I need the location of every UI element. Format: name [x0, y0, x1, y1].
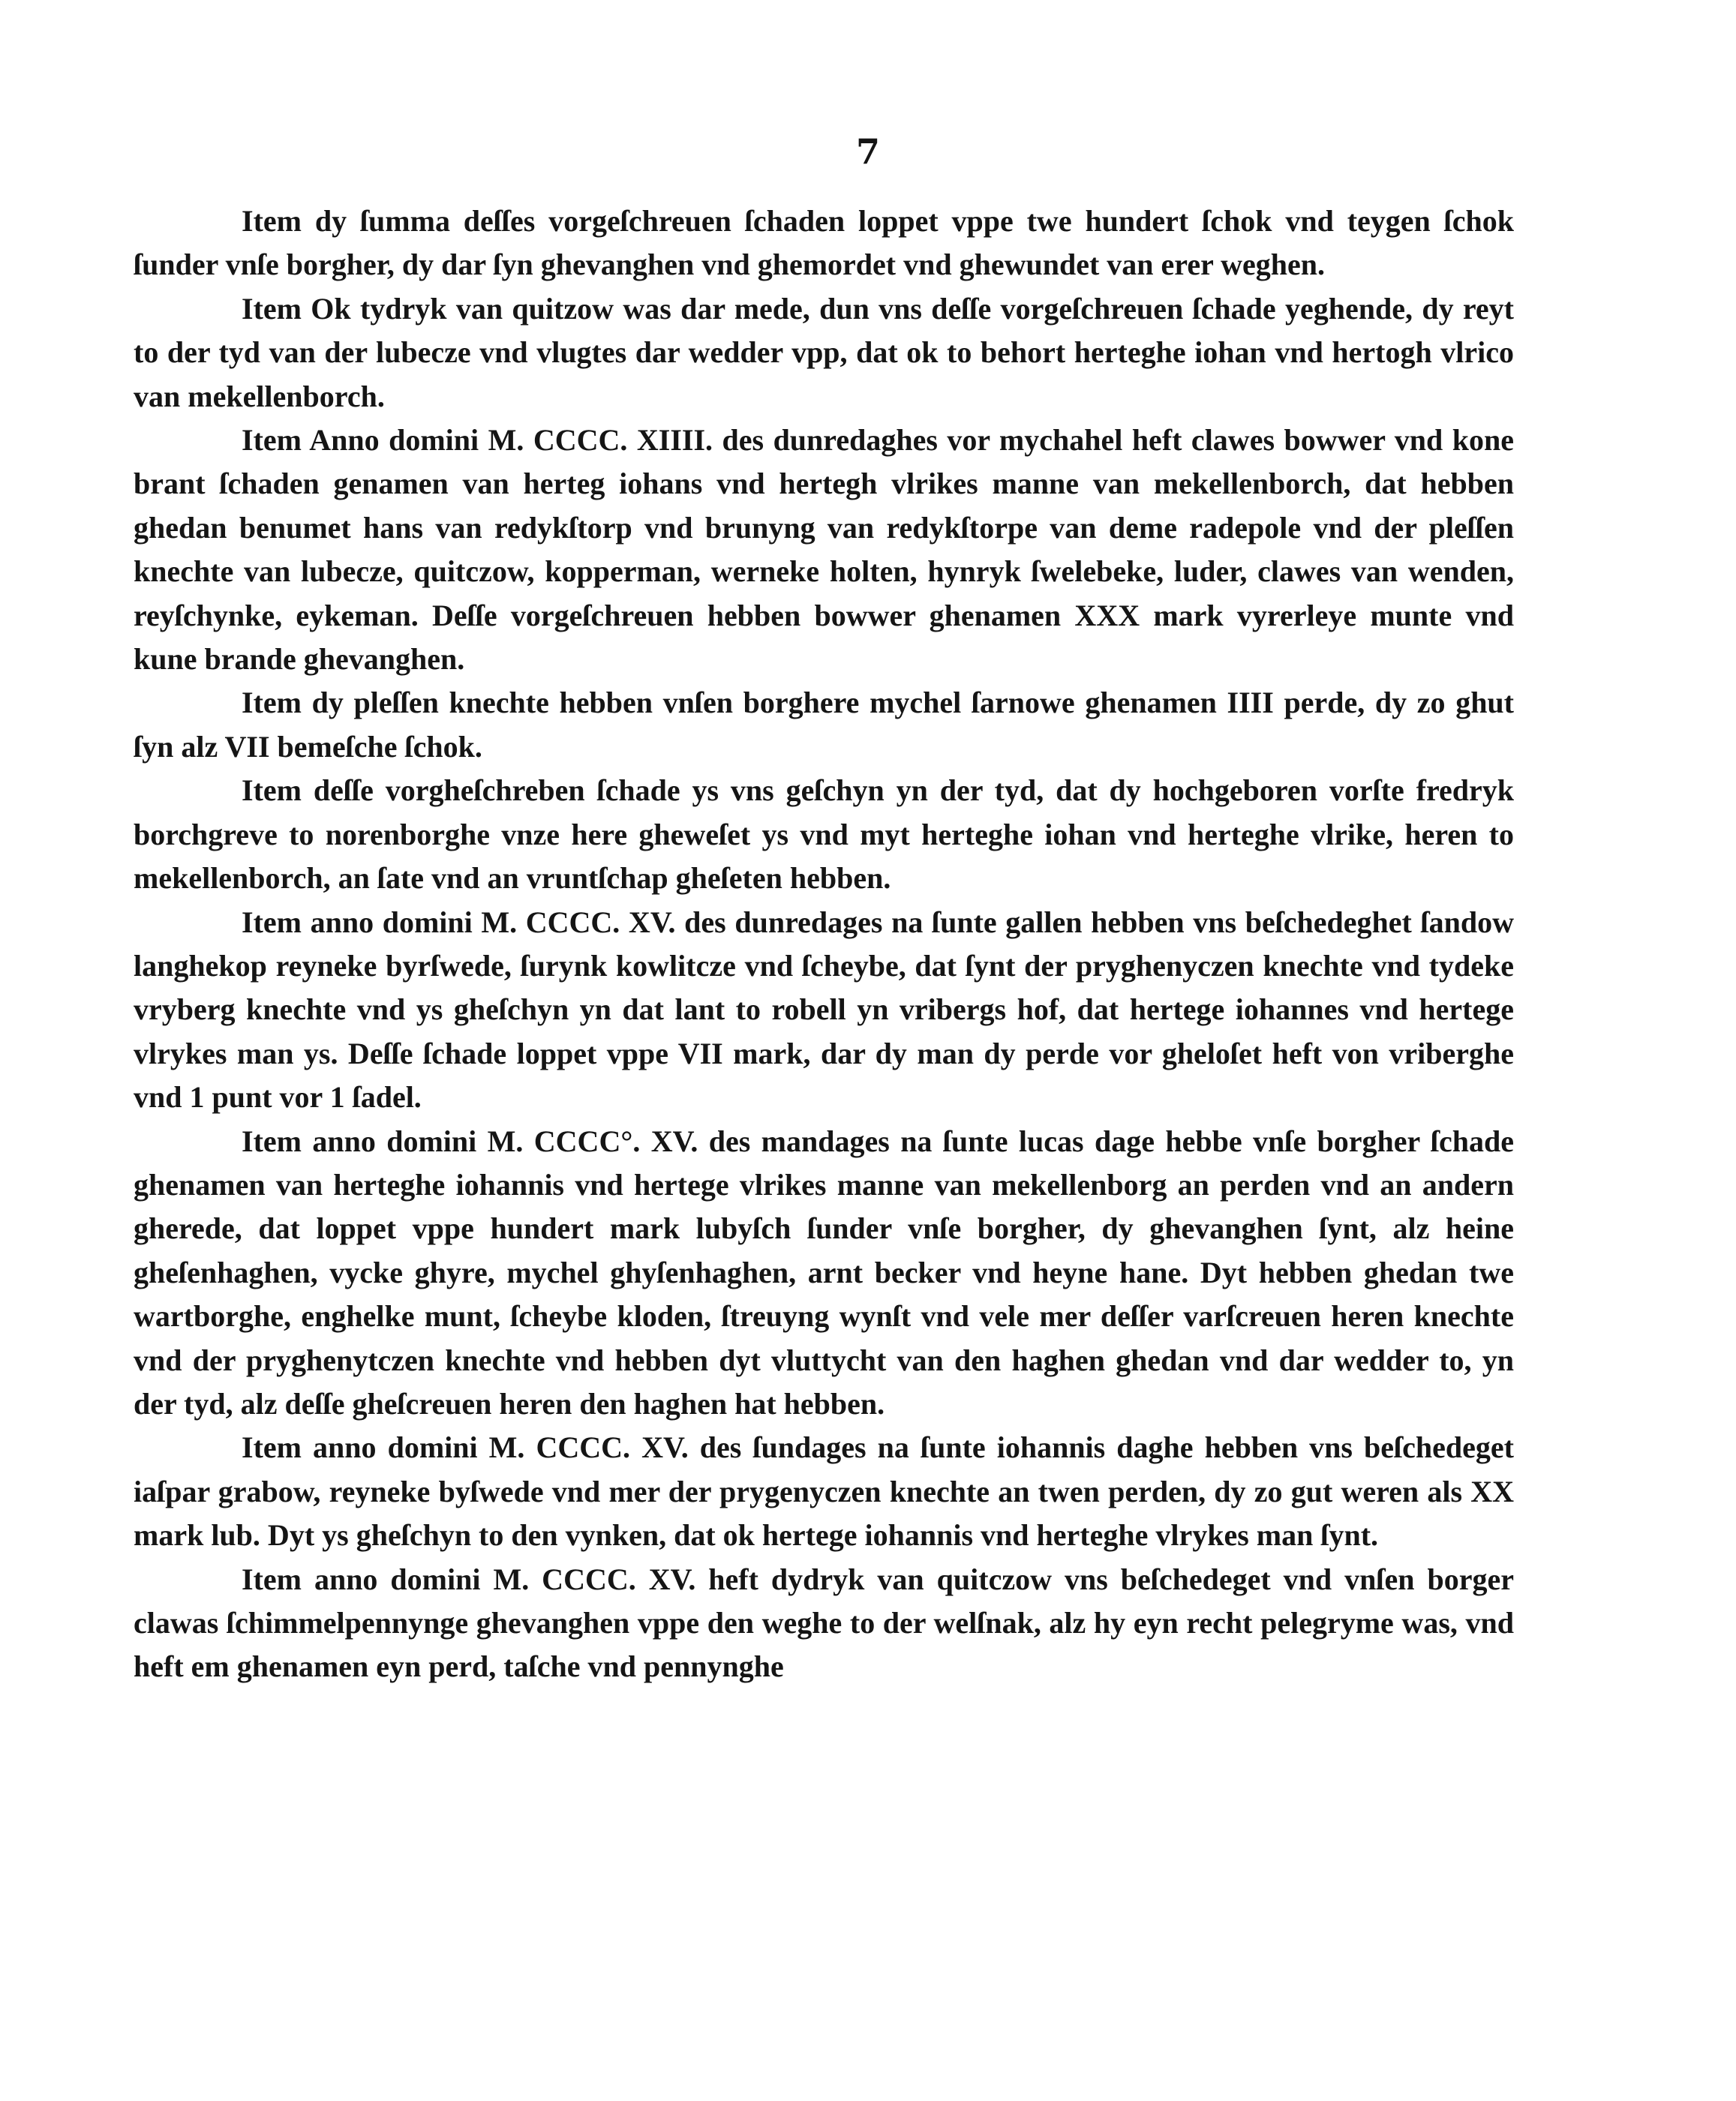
- entry-paragraph: Item anno domini M. CCCC°. XV. des mandages na ſunte lucas dage hebbe vnſe borgher ſchade ghenamen van herteghe iohannis vnd hertege vlrikes manne van mekellenborg an perden vnd an andern gherede, dat loppet vppe hundert mark lubyſch ſunder vnſe borgher, dy ghevanghen ſynt, alz heine gheſenhaghen, vycke ghyre, mychel ghyſenhaghen, arnt becker vnd heyne hane. Dyt hebben ghedan twe wartborghe, enghelke munt, ſcheybe kloden, ſtreuyng wynſt vnd vele mer deſſer varſcreuen heren knechte vnd der pryghenytczen knechte vnd hebben dyt vluttycht van den haghen ghedan vnd dar wedder to, yn der tyd, alz deſſe gheſcreuen heren den haghen hat hebben.: [134, 1124, 1514, 1421]
- text-body: [134, 200, 1514, 1689]
- entry-paragraph: Item Anno domini M. CCCC. XIIII. des dunredaghes vor mychahel heft clawes bowwer vnd kone brant ſchaden genamen van herteg iohans vnd hertegh vlrikes manne van mekellenborch, dat hebben ghedan benumet hans van redykſtorp vnd brunyng van redykſtorpe van deme radepole vnd der pleſſen knechte van lubecze, quitczow, kopperman, werneke holten, hynryk ſwelebeke, luder, clawes van wenden, reyſchynke, eykeman. Deſſe vorgeſchreuen hebben bowwer ghenamen XXX mark vyrerleye munte vnd kune brande ghevanghen.: [134, 423, 1514, 677]
- entry-paragraph: Item dy pleſſen knechte hebben vnſen borghere mychel ſarnowe ghenamen IIII perde, dy zo ghut ſyn alz VII bemeſche ſchok.: [134, 686, 1514, 764]
- entry-paragraph: Item dy ſumma deſſes vorgeſchreuen ſchaden loppet vppe twe hundert ſchok vnd teygen ſchok ſunder vnſe borgher, dy dar ſyn ghevanghen vnd ghemordet vnd ghewundet van erer weghen.: [134, 204, 1514, 282]
- entry-paragraph: Item anno domini M. CCCC. XV. des ſundages na ſunte iohannis daghe hebben vns beſchedeget iaſpar grabow, reyneke byſwede vnd mer der prygenyczen knechte an twen perden, dy zo gut weren als XX mark lub. Dyt ys gheſchyn to den vynken, dat ok hertege iohannis vnd herteghe vlrykes man ſynt.: [134, 1430, 1514, 1553]
- entry-paragraph: Item anno domini M. CCCC. XV. des dunredages na ſunte gallen hebben vns beſchedeghet ſandow langhekop reyneke byrſwede, ſurynk kowlitcze vnd ſcheybe, dat ſynt der pryghenyczen knechte vnd tydeke vryberg knechte vnd ys gheſchyn yn dat lant to robell yn vribergs hof, dat hertege iohannes vnd hertege vlrykes man ys. Deſſe ſchade loppet vppe VII mark, dar dy man dy perde vor gheloſet heft von vriberghe vnd 1 punt vor 1 ſadel.: [134, 905, 1514, 1115]
- entry-paragraph: Item anno domini M. CCCC. XV. heft dydryk van quitczow vns beſchedeget vnd vnſen borger clawas ſchimmelpennynge ghevanghen vppe den weghe to der welſnak, alz hy eyn recht pelegryme was, vnd heft em ghenamen eyn perd, taſche vnd pennynghe: [134, 1562, 1514, 1684]
- entry-paragraph: Item deſſe vorgheſchreben ſchade ys vns geſchyn yn der tyd, dat dy hochgeboren vorſte fredryk borchgreve to norenborghe vnze here gheweſet ys vnd myt herteghe iohan vnd herteghe vlrike, heren to mekellenborch, an ſate vnd an vruntſchap gheſeten hebben.: [134, 773, 1514, 896]
- page-number: 7: [855, 131, 880, 172]
- entry-paragraph: Item Ok tydryk van quitzow was dar mede, dun vns deſſe vorgeſchreuen ſchade yeghende, dy reyt to der tyd van der lubecze vnd vlugtes dar wedder vpp, dat ok to behort herteghe iohan vnd hertogh vlrico van mekellenborch.: [134, 291, 1514, 413]
